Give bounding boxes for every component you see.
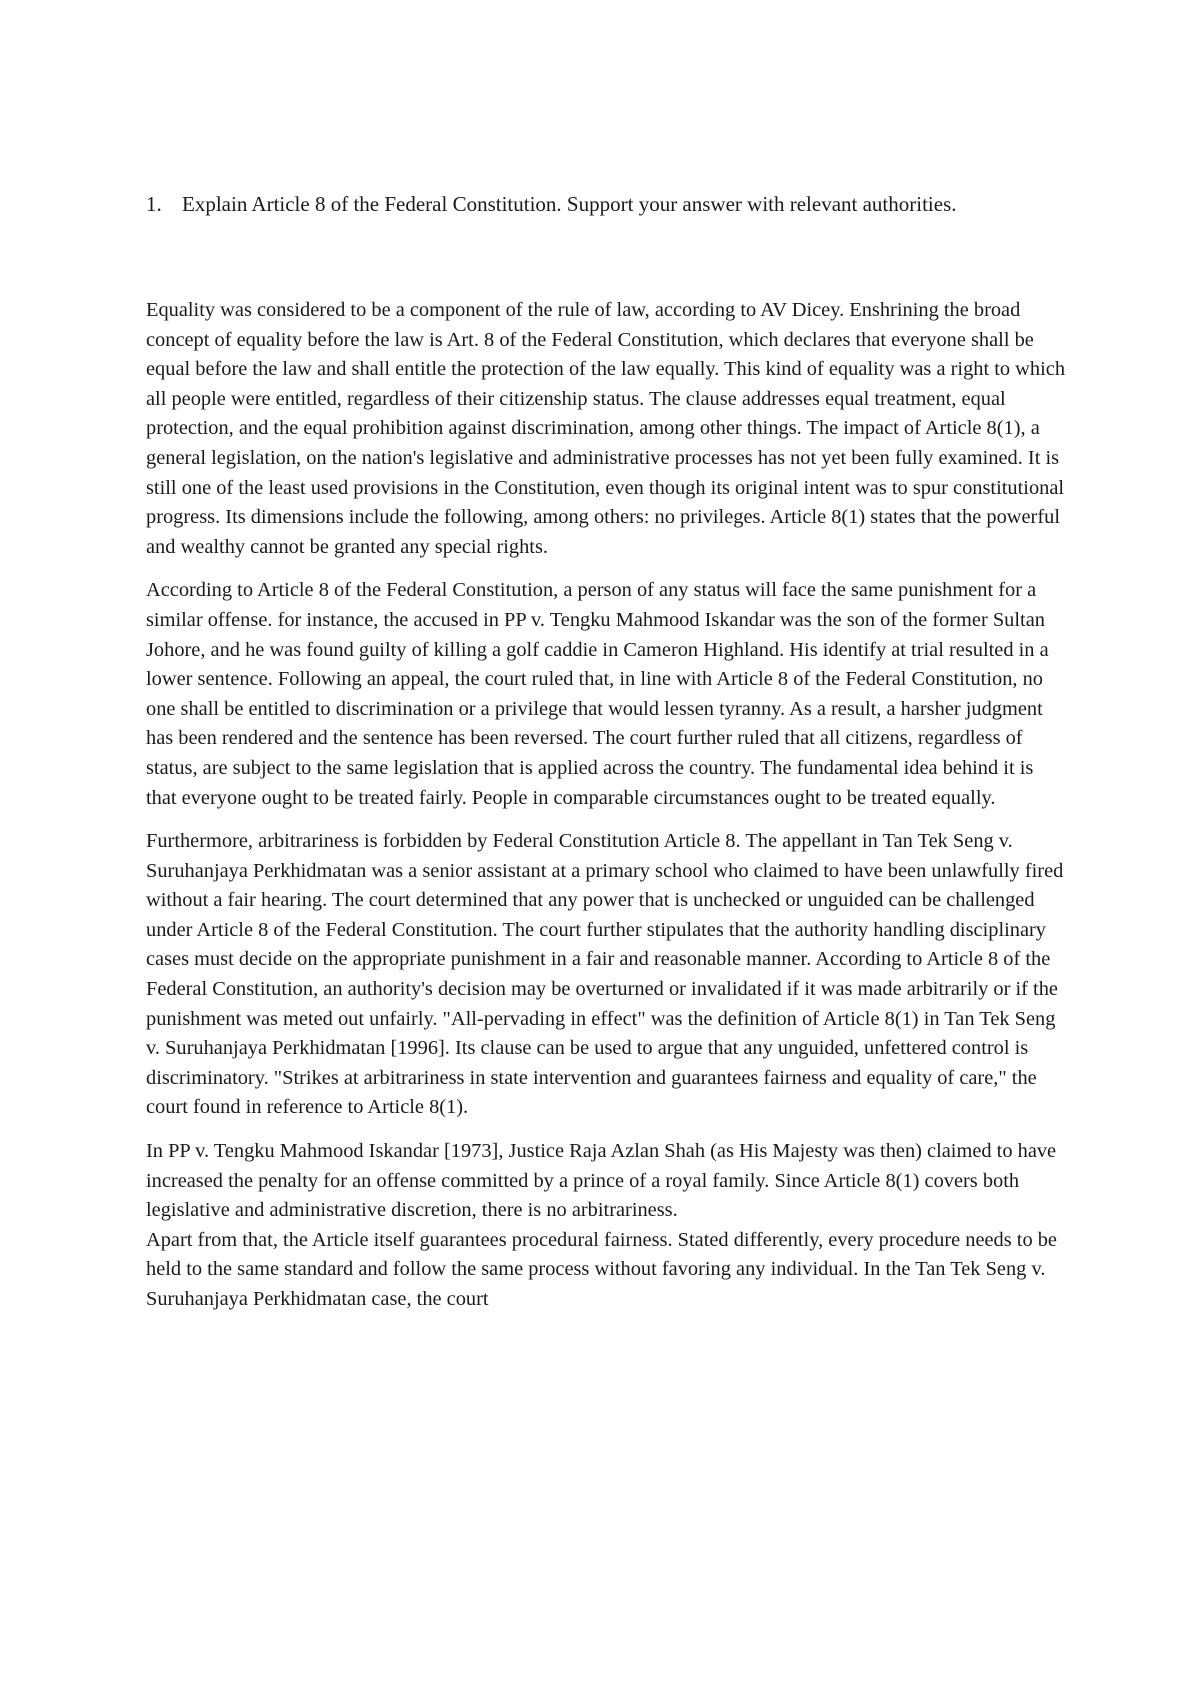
paragraph-arbitrariness: Furthermore, arbitrariness is forbidden by Federal Constitution Article 8. The appellant in Tan Tek Seng v. Suruhanjaya Perkhidmatan was a senior assistant at a primary school who claimed to have been unlawfully fired without a fair hearing. The court determined that any power that is unchecked or unguided can be challenged under Article 8 of the Federal Constitution. The court further stipulates that the authority handling disciplinary cases must decide on the appropriate punishment in a fair and reasonable manner. According to Article 8 of the Federal Constitution, an authority's decision may be overturned or invalidated if it was made arbitrarily or if the punishment was meted out unfairly. "All-pervading in effect" was the definition of Article 8(1) in Tan Tek Seng v. Suruhanjaya Perkhidmatan [1996]. Its clause can be used to argue that any unguided, unfettered control is discriminatory. "Strikes at arbitrariness in state intervention and guarantees fairness and equality of care," the court found in reference to Article 8(1). xyxy=(146,830,1064,1119)
question-text: Explain Article 8 of the Federal Constitution. Support your answer with relevant authorities. xyxy=(182,192,957,216)
paragraph-same-punishment: According to Article 8 of the Federal Constitution, a person of any status will face the same punishment for a similar offense. for instance, the accused in PP v. Tengku Mahmood Iskandar was the son of the former Sultan Johore, and he was found guilty of killing a golf caddie in Cameron Highland. His identify at trial resulted in a lower sentence. Following an appeal, the court ruled that, in line with Article 8 of the Federal Constitution, no one shall be entitled to discrimination or a privilege that would lessen tyranny. As a result, a harsher judgment has been rendered and the sentence has been reversed. The court further ruled that all citizens, regardless of status, are subject to the same legislation that is applied across the country. The fundamental idea behind it is that everyone ought to be treated fairly. People in comparable circumstances ought to be treated equally. xyxy=(146,579,1049,809)
paragraph-procedural-fairness: Apart from that, the Article itself guarantees procedural fairness. Stated differently, every procedure needs to be held to the same standard and follow the same process without favoring any individual. In the Tan Tek Seng v. Suruhanjaya Perkhidmatan case, the court xyxy=(146,1228,1057,1310)
answer-body xyxy=(146,296,1066,1315)
paragraph-equality-dicey: Equality was considered to be a component of the rule of law, according to AV Dicey. Enshrining the broad concept of equality before the law is Art. 8 of the Federal Constitution, which declares that everyone shall be equal before the law and shall entitle the protection of the law equally. This kind of equality was a right to which all people were entitled, regardless of their citizenship status. The clause addresses equal treatment, equal protection, and the equal prohibition against discrimination, among other things. The impact of Article 8(1), a general legislation, on the nation's legislative and administrative processes has not yet been fully examined. It is still one of the least used provisions in the Constitution, even though its original intent was to spur constitutional progress. Its dimensions include the following, among others: no privileges. Article 8(1) states that the powerful and wealthy cannot be granted any special rights. xyxy=(146,299,1066,558)
question-number: 1. xyxy=(146,192,162,216)
question-item xyxy=(146,191,1062,218)
paragraph-tengku-mahmood: In PP v. Tengku Mahmood Iskandar [1973], Justice Raja Azlan Shah (as His Majesty was then) claimed to have increased the penalty for an offense committed by a prince of a royal family. Since Article 8(1) covers both legislative and administrative discretion, there is no arbitrariness. xyxy=(146,1140,1057,1222)
